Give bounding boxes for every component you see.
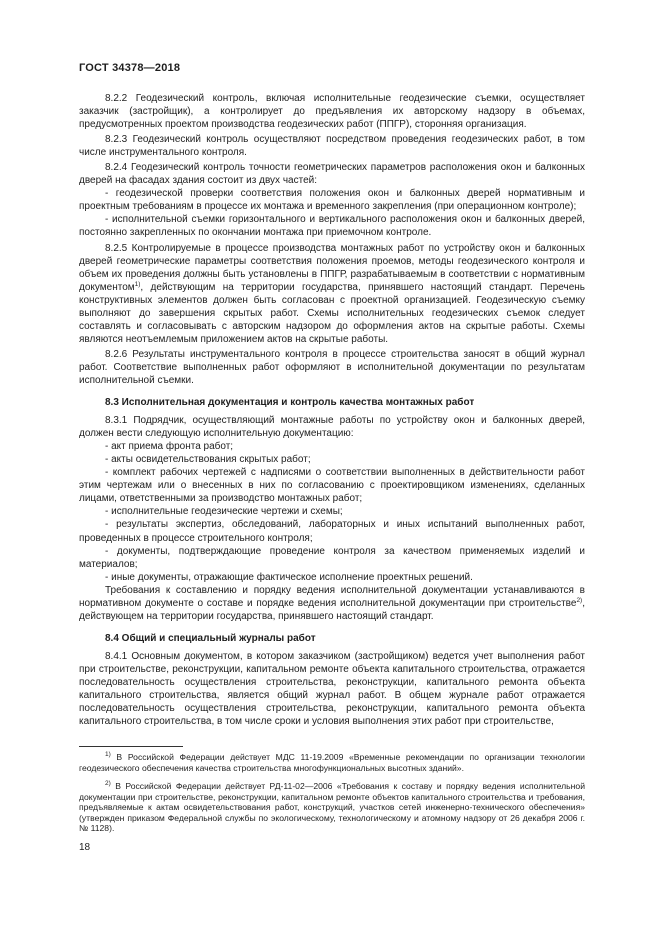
paragraph-text: , действующем на территории государства, принявшего настоящий стандарт. [79, 597, 585, 622]
footnote-2 [79, 781, 585, 834]
document-header: ГОСТ 34378—2018 [79, 62, 181, 74]
list-item: - комплект рабочих чертежей с надписями о соответствии выполненных в действительности работ этим чертежам или о внесенных в них по согласованию с проектировщиком изменениях, сделанных лицами, ответственными за производство монтажных работ; [79, 467, 585, 505]
footnote-mark-1: 1) [105, 751, 111, 758]
paragraph-8-2-2: 8.2.2 Геодезический контроль, включая исполнительные геодезические съемки, осуществляет заказчик (застройщик), а контролирует до предъявления их авторскому надзору в объемах, предусмотренных проектом производства геодезических работ (ППГР), сторонняя организация. [79, 93, 585, 131]
paragraph-8-2-4: 8.2.4 Геодезический контроль точности геометрических параметров расположения окон и балконных дверей на фасадах здания состоит из двух частей: [79, 162, 585, 187]
list-item: - иные документы, отражающие фактическое исполнение проектных решений. [105, 571, 473, 583]
paragraph-8-2-5 [79, 242, 585, 346]
paragraph-text: , действующим на территории государства, принявшего настоящий стандарт. Перечень конструктивных элементов должен быть согласован с проектной организацией. Геодезическую съемку выполняют до завершения скрытых работ. Схемы исполнительных геодезических съемок следует составлять и согласовывать с авторским надзором до оформления актов на скрытые работы. Схемы являются неотъемлемым приложением актов на скрытые работы. [79, 281, 585, 345]
paragraph-8-3-1: 8.3.1 Подрядчик, осуществляющий монтажные работы по устройству окон и балконных дверей, должен вести следующую исполнительную документацию: [79, 415, 585, 440]
footnote-text: В Российской Федерации действует МДС 11-19.2009 «Временные рекомендации по организации технологии геодезического обеспечения качества строительства многофункциональных высотных зданий». [79, 752, 585, 773]
paragraph-8-2-6: 8.2.6 Результаты инструментального контроля в процессе строительства заносят в общий журнал работ. Соответствие выполненных работ оформляют в исполнительной документации по результатам исполнительной съемки. [79, 348, 585, 386]
footnote-mark-2: 2) [105, 780, 111, 787]
paragraph-8-4-1: 8.4.1 Основным документом, в котором заказчиком (застройщиком) ведется учет выполнения работ при строительстве, реконструкции, капитальном ремонте объекта капитального строительства, отражается последовательность осуществления строительства, реконструкции, капитального ремонта объекта капитального строительства, является общий журнал работ. В общем журнале работ отражается последовательность осуществления строительства, реконструкции, капитального ремонта объекта капитального строительства, в том числе сроки и условия выполнения этих работ при строительстве, [79, 650, 585, 728]
paragraph-8-2-3: 8.2.3 Геодезический контроль осуществляют посредством проведения геодезических работ, в том числе инструментального контроля. [79, 134, 585, 159]
paragraph-text: Требования к составлению и порядку ведения исполнительной документации устанавливаются в нормативном документе о составе и порядке ведения исполнительной документации при строительстве [79, 584, 585, 609]
list-item: - исполнительной съемки горизонтального и вертикального расположения окон и балконных дверей, постоянно закрепленных по окончании монтажа при приемочном контроле. [79, 214, 585, 239]
list-item: - геодезической проверки соответствия положения окон и балконных дверей нормативным и проектным требованиям в процессе их монтажа и временного закрепления (при операционном контроле); [79, 188, 585, 213]
list-item: - акт приема фронта работ; [105, 441, 234, 453]
paragraph-requirements [79, 584, 585, 623]
footnote-1 [79, 752, 585, 773]
footnote-divider [79, 746, 183, 747]
footnote-ref-1: 1) [134, 280, 141, 288]
list-item: - исполнительные геодезические чертежи и схемы; [105, 506, 343, 518]
section-heading-8-4: 8.4 Общий и специальный журналы работ [105, 632, 316, 644]
footnote-text: В Российской Федерации действует РД-11-02—2006 «Требования к составу и порядку ведения исполнительной документации при строительстве, реконструкции, капитальном ремонте объектов капитального строительства и требования, предъявляемые к актам освидетельствования работ, конструкций, участков сетей инженерно-технического обеспечения» (утвержден приказом Федеральной службы по экологическому, технологическому и атомному надзору от 26 декабря 2006 г. № 1128). [79, 781, 585, 834]
page-number: 18 [79, 842, 91, 853]
section-heading-8-3: 8.3 Исполнительная документация и контроль качества монтажных работ [105, 397, 475, 409]
list-item: - акты освидетельствования скрытых работ; [105, 454, 311, 466]
footnote-ref-2: 2) [576, 596, 583, 604]
list-item: - документы, подтверждающие проведение контроля за качеством применяемых изделий и материалов; [79, 545, 585, 570]
list-item: - результаты экспертиз, обследований, лабораторных и иных испытаний выполненных работ, проведенных в процессе строительного контроля; [79, 519, 585, 544]
paragraph-text: 8.2.5 Контролируемые в процессе производства монтажных работ по устройству окон и балконных дверей геометрические параметры соответствия положения проемов, методы геодезического контроля и объем их проведения должны быть установлены в ППГР, разрабатываемым в соответствии с нормативным документом [79, 242, 585, 293]
document-body [79, 92, 585, 728]
